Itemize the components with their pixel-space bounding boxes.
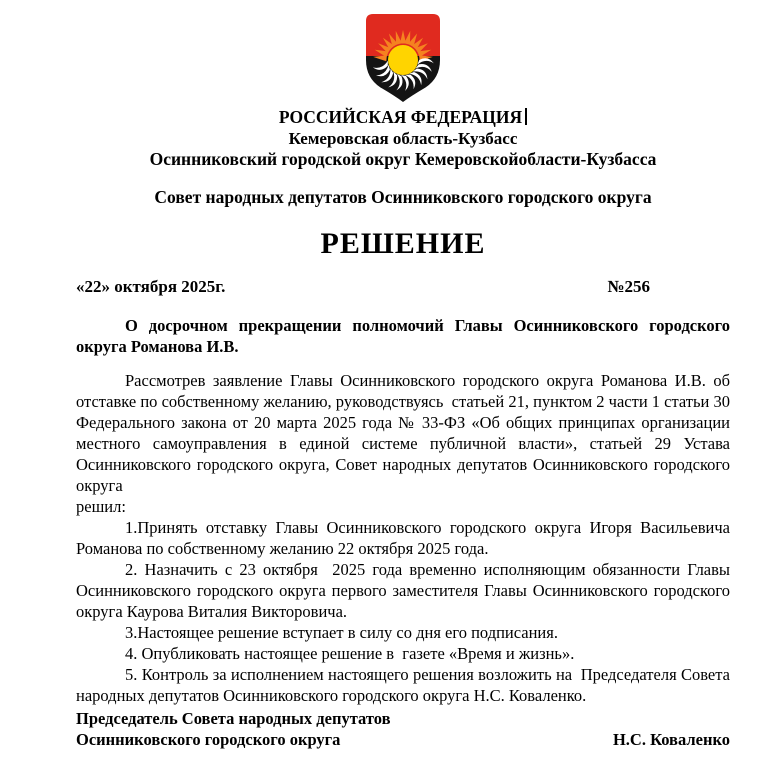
resolved-label: решил:: [76, 497, 126, 516]
signature-position-line1: Председатель Совета народных депутатов: [76, 709, 391, 728]
header-municipality: Осинниковский городской округ Кемеровскойобласти-Кузбасса: [149, 149, 657, 169]
resolution-item-1: 1.Принять отставку Главы Осинниковского городского округа Игоря Васильевича Романова по собственному желанию 22 октября 2025 года.: [76, 518, 735, 558]
text-cursor-artifact: [525, 108, 527, 125]
resolution-item-4: 4. Опубликовать настоящее решение в газете «Время и жизнь».: [125, 644, 575, 663]
header-region: Кемеровская область-Кузбасс: [288, 129, 518, 148]
document-number: №256: [607, 277, 650, 296]
document-subject: О досрочном прекращении полномочий Главы Осинниковского городского округа Романова И.В.: [76, 316, 735, 356]
header-country-text: РОССИЙСКАЯ ФЕДЕРАЦИЯ: [278, 107, 523, 127]
document-title: РЕШЕНИЕ: [320, 227, 486, 260]
signature-name: Н.С. Коваленко: [612, 730, 730, 749]
meta-row: [76, 276, 730, 297]
coat-of-arms-icon: [366, 14, 440, 102]
signature-position: [76, 708, 390, 750]
sun-disc-icon: [388, 45, 418, 75]
signature-block: [76, 708, 730, 750]
emblem-row: [76, 14, 730, 102]
header-council: Совет народных депутатов Осинниковского городского округа: [154, 187, 652, 207]
resolution-item-3: 3.Настоящее решение вступает в силу со дня его подписания.: [125, 623, 558, 642]
resolution-item-5: 5. Контроль за исполнением настоящего решения возложить на Председателя Совета народных депутатов Осинниковского городского округа Н.С. Коваленко.: [76, 665, 735, 705]
header-country: [76, 106, 730, 128]
document-date: «22» октября 2025г.: [76, 277, 226, 296]
preamble-paragraph: Рассмотрев заявление Главы Осинниковского городского округа Романова И.В. об отставке по собственному желанию, руководствуясь статьей 21, пунктом 2 части 1 статьи 30 Федерального закона от 20 марта 2025 года № 33-ФЗ «Об общих принципах организации местного самоуправления в единой системе публичной власти», статьей 29 Устава Осинниковского городского округа, Совет народных депутатов Осинниковского городского округа: [76, 371, 735, 495]
signature-position-line2: Осинниковского городского округа: [76, 730, 341, 749]
resolution-item-2: 2. Назначить с 23 октября 2025 года временно исполняющим обязанности Главы Осинниковского городского округа первого заместителя Главы Осинниковского городского округа Каурова Виталия Викторовича.: [76, 560, 735, 621]
